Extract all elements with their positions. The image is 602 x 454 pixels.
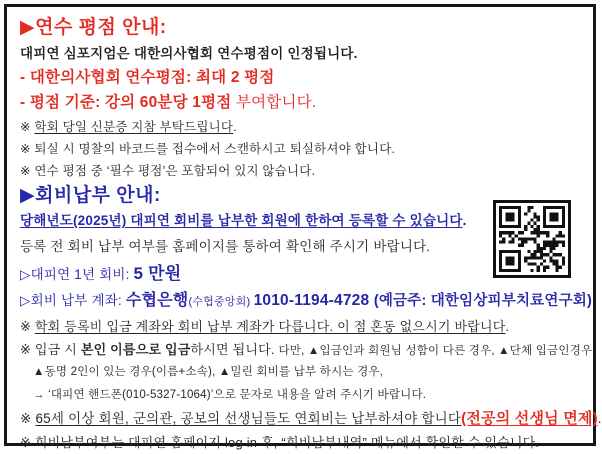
fees-senior-tail: . — [597, 411, 602, 426]
fees-note-account-diff — [20, 317, 581, 336]
fees-fee-value: 5 만원 — [133, 264, 182, 283]
note-mark: ※ — [20, 411, 36, 426]
note-mark: ※ — [20, 319, 35, 334]
fees-account-label: ▷회비 납부 계좌: — [20, 293, 126, 308]
fees-account — [20, 290, 593, 313]
fees-eligibility-tail: . — [462, 213, 467, 228]
fees-deposit-pre: ※ 입금 시 — [20, 342, 81, 357]
fees-eligibility-text: 당해년도(2025년) 대피연 회비를 납부한 회원에 한하여 등록할 수 있습니다 — [20, 213, 463, 228]
fees-deposit-mid: 하시면 됩니다. — [190, 342, 279, 357]
credits-note-id-tail: . — [233, 120, 237, 134]
fees-deposit-cases-1: 다만, ▲입금인과 회원님 성함이 다른 경우, ▲단체 입금인경우, — [278, 345, 596, 357]
credits-note-id-text: 학회 당일 신분증 지참 부탁드립니다 — [34, 120, 234, 134]
fees-deposit-contact: → ‘대피연 핸드폰(010-5327-1064)’으로 문자로 내용을 알려 주시기 바랍니다. — [33, 389, 427, 401]
fees-note-account-text: 학회 등록비 입금 계좌와 회비 납부 계좌가 다릅니다. 이 점 혼동 없으시기 바랍니다 — [34, 319, 506, 334]
fees-note-history: ※ 회비납부여부는 대피연 홈페이지 log in 후, “회비납부내역” 메뉴에서 확인할 수 있습니다. — [20, 435, 540, 450]
fees-section-title: ▶회비납부 안내: — [20, 185, 161, 206]
fees-bank-branch: (수협중앙회) — [188, 296, 254, 308]
fees-fee-label: ▷대피연 1년 회비: — [20, 267, 134, 282]
qr-code — [493, 200, 571, 278]
fees-deposit-cases-2: ▲동명 2인이 있는 경우(이름+소속), ▲밀린 회비를 납부 하시는 경우, — [33, 366, 384, 378]
fees-note-senior — [20, 408, 602, 429]
fees-note-account-tail: . — [505, 319, 510, 334]
qr-code-pattern — [499, 206, 565, 272]
fees-note-deposit — [20, 340, 596, 361]
fees-bank-name: 수협은행 — [125, 292, 189, 309]
fees-account-holder: (예금주: 대한임상피부치료연구회) — [373, 293, 593, 309]
note-mark: ※ — [20, 120, 35, 134]
fees-check-notice: 등록 전 회비 납부 여부를 홈페이지를 통하여 확인해 주시기 바랍니다. — [20, 239, 431, 254]
notice-frame — [4, 4, 602, 450]
credits-basis-tail: 부여합니다. — [231, 94, 317, 111]
credits-basis-strong: - 평점 기준: 강의 60분당 1평점 — [20, 94, 232, 111]
credits-note-required: ※ 연수 평점 중 ‘필수 평점’은 포함되어 있지 않습니다. — [20, 164, 316, 178]
fees-account-number: 1010-1194-4728 — [253, 292, 374, 309]
fees-senior-exempt: (전공의 선생님 면제) — [461, 410, 598, 427]
credits-max-points: - 대한의사협회 연수평점: 최대 2 평점 — [20, 69, 275, 86]
credits-note-exit: ※ 퇴실 시 명찰의 바코드를 접수에서 스캔하시고 퇴실하셔야 합니다. — [20, 142, 396, 156]
credits-section-title: ▶연수 평점 안내: — [20, 17, 167, 38]
credits-intro: 대피연 심포지엄은 대한의사협회 연수평점이 인정됩니다. — [20, 46, 358, 61]
credits-note-id — [20, 118, 581, 136]
fees-senior-text: 65세 이상 회원, 군의관, 공보의 선생님들도 연회비는 납부하셔야 합니다 — [35, 411, 462, 426]
credits-basis — [20, 92, 581, 114]
fees-deposit-bold: 본인 이름으로 입금 — [80, 342, 191, 357]
